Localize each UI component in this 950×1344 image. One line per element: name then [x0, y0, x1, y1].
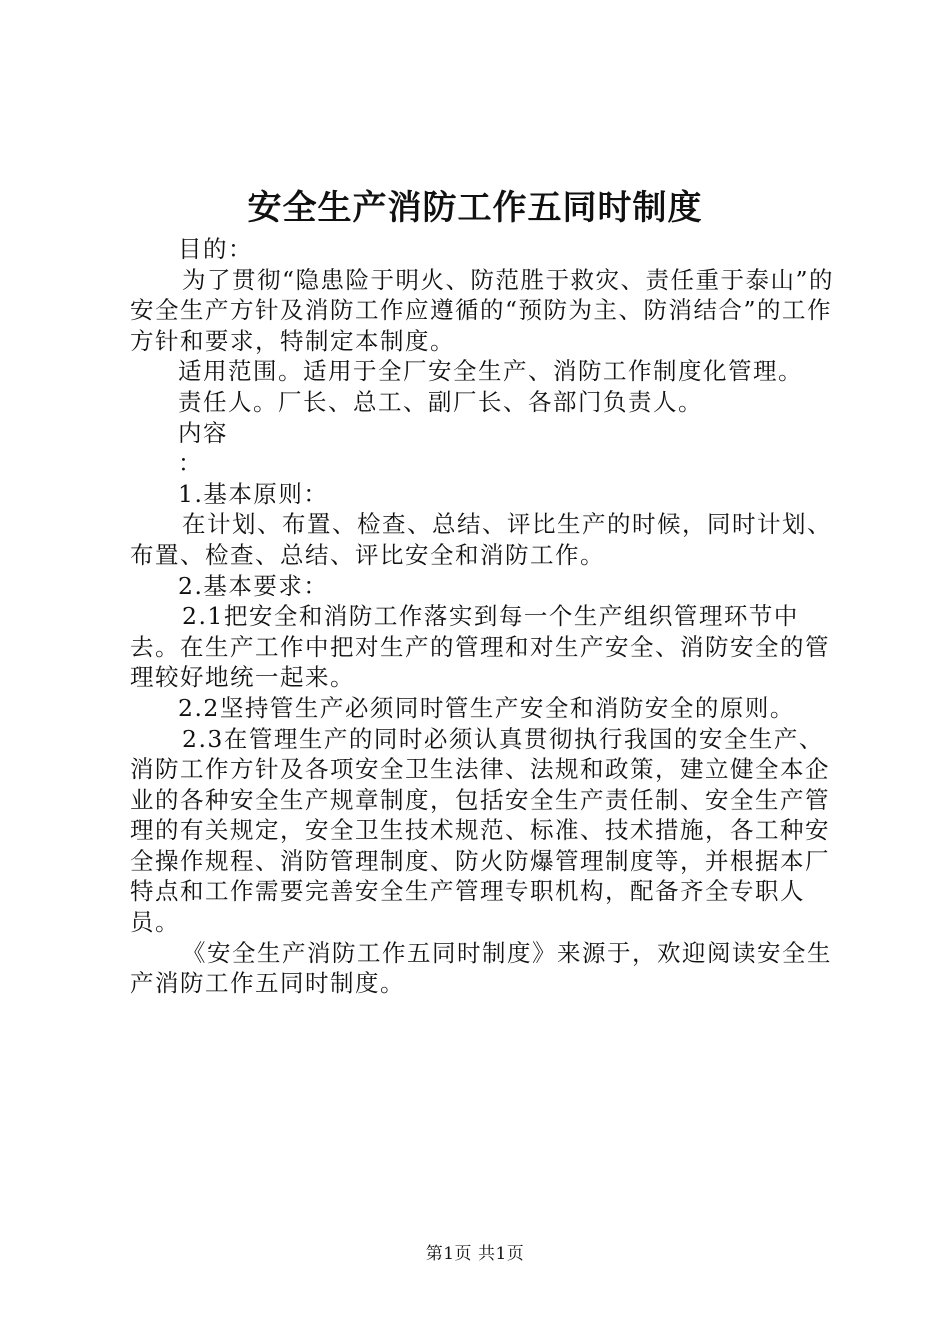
paragraph-content-heading: 内容 [178, 418, 228, 447]
paragraph-requirement-2-1: 2.1把安全和消防工作落实到每一个生产组织管理环节中去。在生产工作中把对生产的管理和对生产安全、消防安全的管理较好地统一起来。 [130, 602, 830, 692]
paragraph-scope: 适用范围。适用于全厂安全生产、消防工作制度化管理。 [178, 357, 803, 386]
paragraph-source-note: 《安全生产消防工作五同时制度》来源于，欢迎阅读安全生产消防工作五同时制度。 [130, 938, 832, 998]
paragraph-purpose-heading: 目的： [178, 235, 253, 263]
paragraph-principle-heading: 1.基本原则： [178, 479, 329, 508]
document-title: 安全生产消防工作五同时制度 [247, 188, 703, 228]
paragraph-requirements-heading: 2.基本要求： [178, 571, 329, 600]
paragraph-requirement-2-3: 2.3在管理生产的同时必须认真贯彻执行我国的安全生产、消防工作方针及各项安全卫生法律、法规和政策，建立健全本企业的各种安全生产规章制度，包括安全生产责任制、安全生产管理的有关规定，安全卫生技术规范、标准、技术措施，各工种安全操作规程、消防管理制度、防火防爆管理制度等，并根据本厂特点和工作需要完善安全生产管理专职机构，配备齐全专职人员。 [130, 724, 830, 937]
page-footer: 第1页 共1页 [425, 1244, 525, 1264]
document-body [130, 234, 835, 999]
paragraph-requirement-2-2: 2.2坚持管生产必须同时管生产安全和消防安全的原则。 [178, 693, 795, 722]
paragraph-principle-text: 在计划、布置、检查、总结、评比生产的时候，同时计划、布置、检查、总结、评比安全和消防工作。 [130, 510, 832, 569]
paragraph-responsible: 责任人。厂长、总工、副厂长、各部门负责人。 [178, 387, 703, 416]
paragraph-purpose-text: 为了贯彻“隐患险于明火、防范胜于救灾、责任重于泰山”的安全生产方针及消防工作应遵循的“预防为主、防消结合”的工作方针和要求，特制定本制度。 [130, 265, 835, 355]
paragraph-content-colon: ： [178, 449, 203, 478]
